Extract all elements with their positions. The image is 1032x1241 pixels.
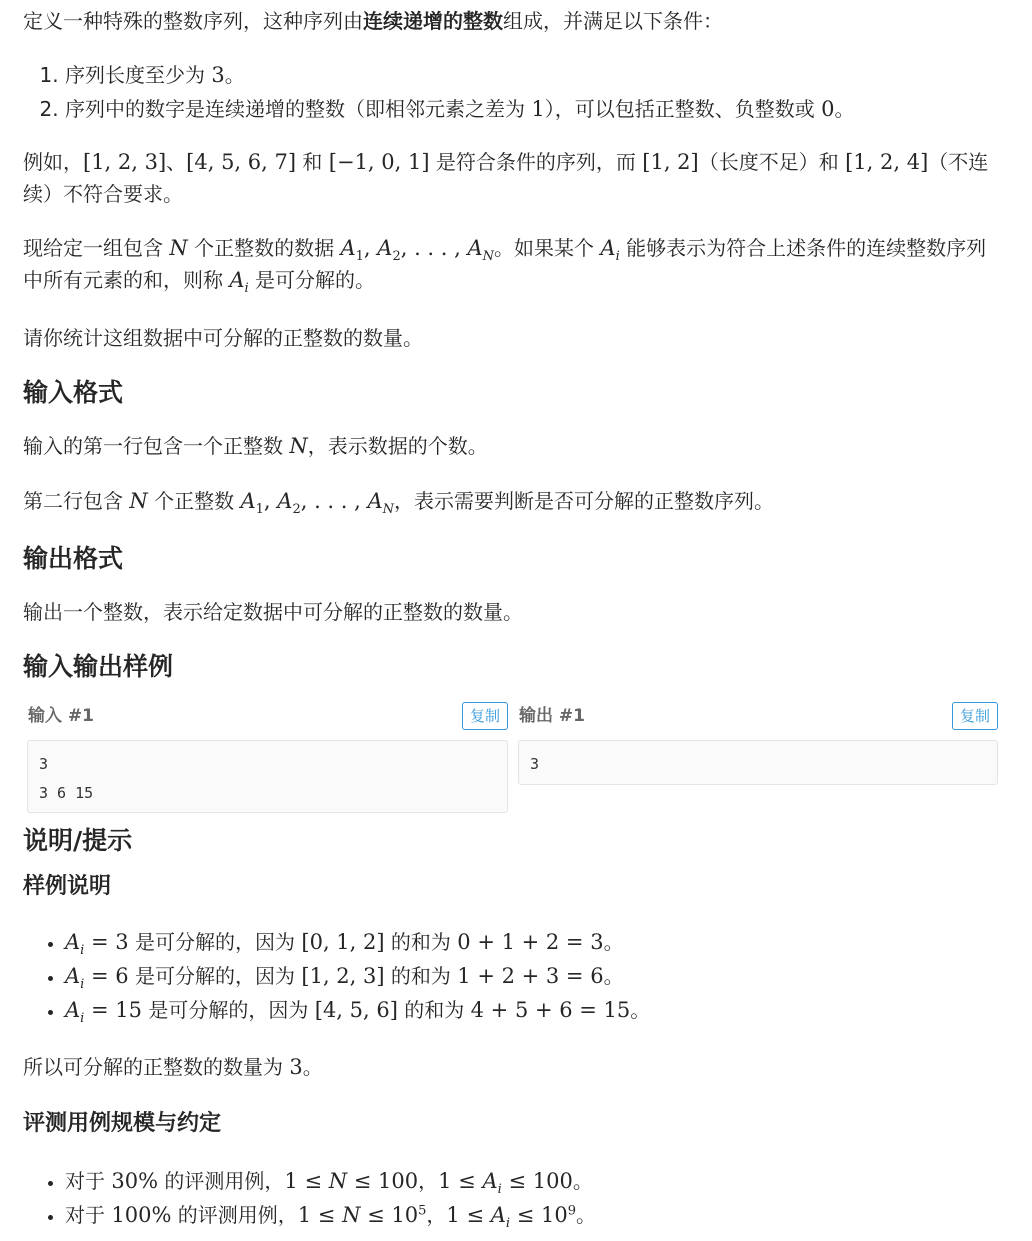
intro-bold-text: 连续递增的整数 [363,9,503,33]
sample-output-label: 输出 #1 [519,706,585,726]
sample-input-box[interactable] [27,740,508,813]
sample-input-label: 输入 #1 [28,706,94,726]
copy-input-button[interactable]: 复制 [462,702,508,730]
sample-output-line: 3 [530,755,540,773]
task-paragraph: 请你统计这组数据中可分解的正整数的数量。 [23,326,423,350]
sample-input-line: 3 [39,755,49,773]
input-line-1: 输入的第一行包含一个正整数 N，表示数据的个数。 [23,434,488,458]
input-line-2: 第二行包含 N 个正整数 $A_1$, $A_2$, . . . , $A_N$，表示需要判断是否可分解的正整数序列。 [23,489,775,517]
hint-heading: 说明/提示 [23,826,133,855]
sample-output-box[interactable] [518,740,998,785]
list-item: • $A_i = 15$ 是可分解的，因为 [4, 5, 6] 的和为 4 + 5 + 6 = 15。 [65,993,1002,1027]
scale-heading: 评测用例规模与约定 [23,1111,222,1136]
sample-input-panel [23,702,508,802]
list-item: • $A_i = 3$ 是可分解的，因为 [0, 1, 2] 的和为 0 + 1 + 2 = 3。 [65,925,1002,959]
sample-explanation-list [23,925,1002,1027]
examples-paragraph: 例如，[1, 2, 3]、[4, 5, 6, 7] 和 [−1, 0, 1] 是符合条件的序列，而 [1, 2]（长度不足）和 [1, 2, 4]（不连续）不符合要求。 [23,150,989,206]
list-item: • 对于 30% 的评测用例，1 ≤ N ≤ 100，$1 \le A_i \le 100$。 [65,1164,1002,1198]
sample-input-line: 3 6 15 [39,784,94,802]
output-line: 输出一个整数，表示给定数据中可分解的正整数的数量。 [23,600,523,624]
samples-heading: 输入输出样例 [23,652,174,681]
sample-output-panel [514,702,998,773]
list-item: • $A_i = 6$ 是可分解的，因为 [1, 2, 3] 的和为 1 + 2 + 3 = 6。 [65,959,1002,993]
intro-text-end: 组成，并满足以下条件： [503,9,723,33]
list-item: 1. 序列长度至少为 3。 [65,58,1002,92]
intro-text: 定义一种特殊的整数序列，这种序列由 [23,9,363,33]
conditions-list [23,58,1002,126]
given-paragraph: 现给定一组包含 N 个正整数的数据 $A_1$, $A_2$, . . . , $A_N$。如果某个 $A_i$ 能够表示为符合上述条件的连续整数序列中所有元素的和，则称 $A_i$ 是可分解的。 [23,236,987,296]
intro-paragraph [23,5,1002,37]
output-format-heading: 输出格式 [23,544,124,573]
copy-output-button[interactable]: 复制 [952,702,998,730]
sample-explanation-heading: 样例说明 [23,874,112,899]
input-format-heading: 输入格式 [23,378,124,407]
conclusion-paragraph: 所以可分解的正整数的数量为 3。 [23,1055,323,1079]
list-item: • 对于 100% 的评测用例，$1 \le N \le 10^5$，$1 \le A_i \le 10^9$。 [65,1198,1002,1232]
list-item: 2. 序列中的数字是连续递增的整数（即相邻元素之差为 1），可以包括正整数、负整数或 0。 [65,92,1002,126]
scale-list [23,1164,1002,1232]
